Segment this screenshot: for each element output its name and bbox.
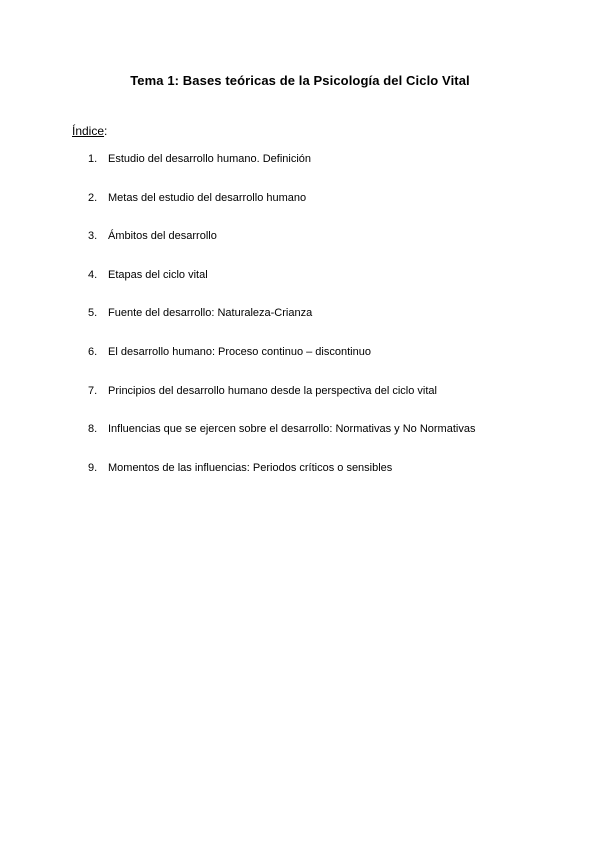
toc-item-number: 8. [88,423,98,436]
toc-item-text: Estudio del desarrollo humano. Definición [108,153,312,165]
toc-item-number: 1. [88,153,98,165]
toc-item-number: 2. [88,191,98,204]
toc-item-number: 7. [88,384,98,397]
index-heading-colon: : [104,124,108,138]
toc-item-number: 6. [88,345,98,358]
toc-item-text: El desarrollo humano: Proceso continuo – discontinuo [108,345,371,358]
toc-item-text: Etapas del ciclo vital [108,268,208,281]
toc-item-text: Influencias que se ejercen sobre el desarrollo: Normativas y No Normativas [108,423,476,436]
toc-item-number: 5. [88,307,98,320]
page-title: Tema 1: Bases teóricas de la Psicología del Ciclo Vital [130,73,470,88]
toc-item-text: Momentos de las influencias: Periodos críticos o sensibles [108,461,393,474]
index-heading-text: Índice [72,124,105,138]
toc-item-number: 3. [88,230,98,243]
toc-item-text: Ámbitos del desarrollo [108,230,217,243]
toc-item-text: Fuente del desarrollo: Naturaleza-Crianza [108,307,313,320]
index-heading [72,124,107,139]
toc-item-text: Principios del desarrollo humano desde la perspectiva del ciclo vital [108,384,437,397]
toc-item-text: Metas del estudio del desarrollo humano [108,191,307,204]
toc-item-number: 9. [88,461,98,474]
toc-item-number: 4. [88,268,98,281]
